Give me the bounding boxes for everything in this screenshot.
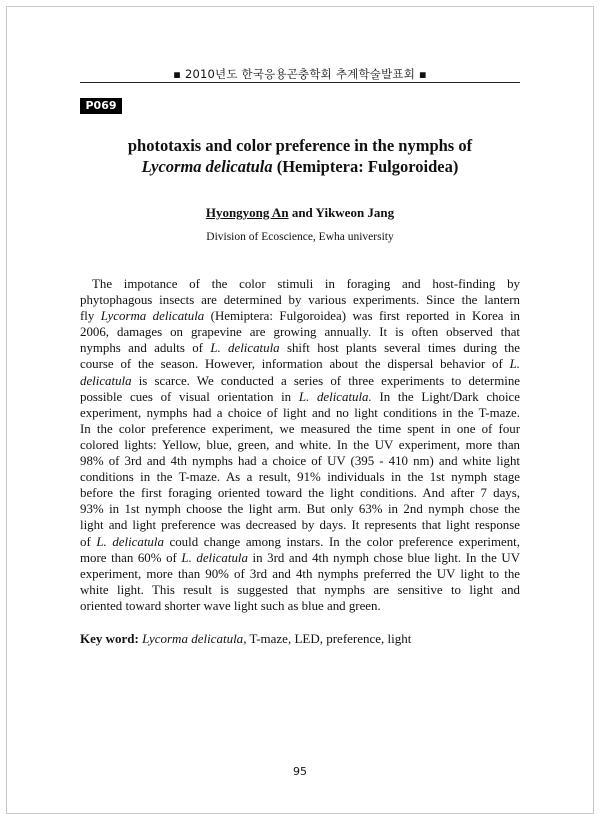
abstract-line <box>80 550 520 566</box>
abstract-text: experiment, nymphs had a choice of light and no light conditions in the T-maze. <box>80 405 520 420</box>
abstract-line <box>80 566 520 582</box>
species-name: L. delicatula <box>181 550 248 565</box>
abstract-text: nymphs and adults of <box>80 341 211 356</box>
abstract-line <box>80 437 520 453</box>
species-name: Lycorma delicatula <box>100 309 205 324</box>
keywords-label: Key word: <box>80 631 139 646</box>
abstract-line <box>80 582 520 598</box>
abstract-text: conditions in the T-maze. As a result, 91% individuals in the 1st nymph stage <box>80 470 520 485</box>
abstract-text: In the Light/Dark choice <box>371 389 520 404</box>
abstract-text: of <box>80 534 97 549</box>
abstract-text: 98% of 3rd and 4th nymphs had a choice of UV (395 - 410 nm) and white light <box>80 454 520 469</box>
abstract-text: fly <box>80 309 101 324</box>
abstract-text: experiment, more than 90% of 3rd and 4th nymphs preferred the UV light to the <box>80 566 520 581</box>
title-line-2 <box>80 156 520 177</box>
species-name: L. delicatula <box>96 534 164 549</box>
author-name: Yikweon Jang <box>315 205 395 220</box>
conference-header: ▪ 2010년도 한국응용곤충학회 추계학술발표회 ▪ <box>173 67 427 81</box>
affiliation: Division of Ecoscience, Ewha university <box>206 231 394 243</box>
abstract-body <box>80 276 520 614</box>
abstract-line <box>80 373 520 389</box>
abstract-text: (Hemiptera: Fulgoroidea) was first reported in Korea in <box>204 309 521 324</box>
abstract-line <box>80 501 520 517</box>
abstract-line <box>80 340 520 356</box>
poster-code-badge: P069 <box>80 98 122 114</box>
abstract-text: shift host plants several times during the <box>279 341 520 356</box>
abstract-text: light and light preference was decreased by days. It represents that light response <box>80 518 520 533</box>
abstract-text: course of the season. However, information about the dispersal behavior of <box>80 357 510 372</box>
keyword-list: , T-maze, LED, preference, light <box>243 631 412 646</box>
keywords <box>80 631 520 647</box>
abstract-line <box>80 292 520 308</box>
abstract-text: possible cues of visual orientation in <box>80 389 299 404</box>
abstract-text: in 3rd and 4th nymph chose blue light. In the UV <box>247 550 521 565</box>
abstract-line <box>80 453 520 469</box>
page-number: 95 <box>293 765 307 778</box>
author-name: Hyongyong An <box>205 205 289 220</box>
abstract-text: 93% in 1st nymph choose the light arm. But only 63% in 2nd nymph chose the <box>80 502 520 517</box>
abstract-text: more than 60% of <box>80 550 182 565</box>
author-connector: and <box>288 205 316 220</box>
keyword-species: Lycorma delicatula <box>142 631 244 646</box>
abstract-line <box>80 389 520 405</box>
header-divider <box>80 82 520 83</box>
abstract-text: white light. This result is suggested that nymphs are sensitive to light and <box>80 582 520 597</box>
abstract-line <box>80 405 520 421</box>
species-name: L. delicatula. <box>298 389 372 404</box>
abstract-text: The impotance of the color stimuli in foraging and host-finding by <box>92 277 520 291</box>
abstract-line <box>80 276 520 292</box>
species-name: L. <box>509 357 520 372</box>
abstract-line <box>80 534 520 550</box>
abstract-text: In the color preference experiment, we measured the time spent in one of four <box>80 421 520 436</box>
title-line-1: phototaxis and color preference in the nymphs of <box>127 136 473 155</box>
abstract-line <box>80 517 520 533</box>
abstract-text: oriented toward shorter wave light such as blue and green. <box>80 598 381 613</box>
abstract-line <box>80 421 520 437</box>
abstract-line <box>80 469 520 485</box>
abstract-text: is scarce. We conducted a series of three experiments to determine <box>131 373 520 388</box>
abstract-line <box>80 324 520 340</box>
abstract-line <box>80 598 520 614</box>
abstract-line <box>80 485 520 501</box>
abstract-text: before the first foraging oriented toward the light conditions. And after 7 days, <box>80 486 520 501</box>
abstract-text: could change among instars. In the color preference experiment, <box>163 534 520 549</box>
paper-title <box>80 135 520 177</box>
abstract-line <box>80 356 520 372</box>
author-list <box>80 205 520 221</box>
abstract-text: phytophagous insects are determined by various experiments. Since the lantern <box>80 293 520 308</box>
abstract-text: colored lights: Yellow, blue, green, and white. In the UV experiment, more than <box>80 437 520 452</box>
abstract-line <box>80 308 520 324</box>
abstract-text: 2006, damages on grapevine are growing annually. It is often observed that <box>80 325 520 340</box>
title-taxonomy: (Hemiptera: Fulgoroidea) <box>272 157 459 176</box>
species-name: delicatula <box>80 373 132 388</box>
species-name: L. delicatula <box>210 341 280 356</box>
title-species-name: Lycorma delicatula <box>141 157 273 176</box>
